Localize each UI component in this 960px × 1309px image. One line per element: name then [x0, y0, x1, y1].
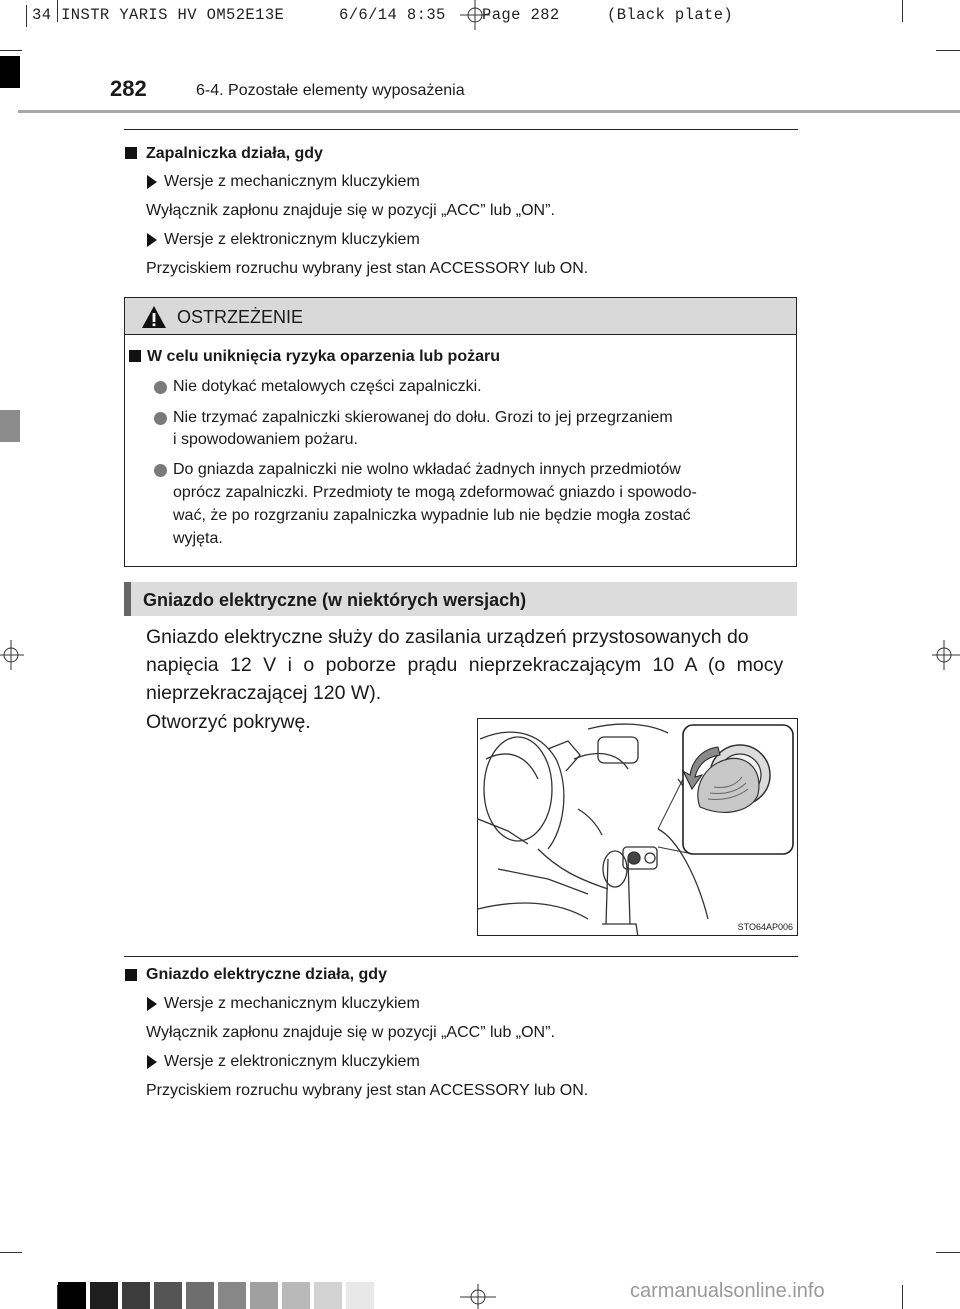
registration-target-icon — [0, 640, 24, 670]
color-swatch — [314, 1282, 342, 1309]
warning-title: OSTRZEŻENIE — [177, 307, 304, 327]
color-swatch — [58, 1282, 86, 1309]
warning-item: wyjęta. — [173, 530, 223, 547]
socket-paragraph-line: Gniazdo elektryczne służy do zasilania urządzeń przystosowanych do — [146, 626, 749, 648]
chapter-tab — [0, 56, 20, 88]
socket-mech-label: Wersje z mechanicznym kluczykiem — [164, 995, 420, 1012]
square-bullet-icon — [125, 969, 137, 981]
lighter-heading: Zapalniczka działa, gdy — [146, 145, 323, 162]
warning-item: wać, że po rozgrzaniu zapalniczka wypadnie lub nie będzie mogła zostać — [173, 507, 691, 524]
warning-item: Do gniazda zapalniczki nie wolno wkładać żadnych innych przedmiotów — [173, 461, 681, 478]
bullet-dot-icon — [154, 464, 167, 477]
color-swatch — [250, 1282, 278, 1309]
printer-slug — [32, 5, 912, 27]
warning-item: Nie dotykać metalowych części zapalniczki. — [173, 378, 482, 395]
slug-plate: (Black plate) — [607, 6, 734, 24]
warning-box — [124, 297, 797, 567]
page-number: 282 — [110, 76, 147, 101]
figure-code: STO64AP006 — [737, 922, 793, 932]
arrow-bullet-icon — [147, 233, 157, 247]
divider — [124, 129, 798, 130]
divider — [124, 956, 798, 957]
color-swatch — [186, 1282, 214, 1309]
watermark: carmanualsonline.info — [630, 1280, 825, 1302]
section-title: 6-4. Pozostałe elementy wyposażenia — [196, 82, 465, 99]
warning-item: i spowodowaniem pożaru. — [173, 431, 358, 448]
color-swatch — [282, 1282, 310, 1309]
socket-elec-label: Wersje z elektronicznym kluczykiem — [164, 1053, 420, 1070]
lighter-mech-label: Wersje z mechanicznym kluczykiem — [164, 173, 420, 190]
section-heading: Gniazdo elektryczne (w niektórych wersjach) — [143, 590, 527, 610]
color-swatch — [346, 1282, 374, 1309]
warning-heading: W celu uniknięcia ryzyka oparzenia lub pożaru — [147, 348, 500, 365]
socket-illustration — [477, 718, 798, 936]
heading-accent — [124, 582, 131, 616]
slug-datetime: 6/6/14 8:35 — [339, 6, 446, 24]
registration-target-icon — [460, 1284, 496, 1309]
socket-mech-text: Wyłącznik zapłonu znajduje się w pozycji „ACC” lub „ON”. — [146, 1024, 555, 1041]
section-heading-bar — [124, 582, 797, 616]
color-swatch — [90, 1282, 118, 1309]
socket-paragraph-line: nieprzekraczającej 120 W). — [146, 682, 382, 704]
warning-triangle-icon — [141, 305, 167, 329]
slug-page: Page 282 — [482, 6, 560, 24]
socket-elec-text: Przyciskiem rozruchu wybrany jest stan ACCESSORY lub ON. — [146, 1082, 589, 1099]
header-rule — [18, 110, 960, 113]
bullet-dot-icon — [154, 412, 167, 425]
crop-mark — [936, 1252, 960, 1253]
crop-mark — [902, 1285, 903, 1309]
crop-mark — [0, 1252, 22, 1253]
color-swatch — [122, 1282, 150, 1309]
arrow-bullet-icon — [147, 1055, 157, 1069]
registration-target-icon — [460, 0, 490, 30]
bullet-dot-icon — [154, 381, 167, 394]
lighter-mech-text: Wyłącznik zapłonu znajduje się w pozycji „ACC” lub „ON”. — [146, 202, 555, 219]
crop-mark — [0, 50, 22, 51]
dashboard-illustration — [478, 719, 798, 936]
square-bullet-icon — [125, 147, 137, 159]
warning-item: Nie trzymać zapalniczki skierowanej do dołu. Grozi to jej przegrzaniem — [173, 409, 673, 426]
instruction-text: Otworzyć pokrywę. — [146, 711, 311, 733]
slug-doc: 34 INSTR YARIS HV OM52E13E — [32, 6, 285, 24]
arrow-bullet-icon — [147, 175, 157, 189]
warning-item: oprócz zapalniczki. Przedmioty te mogą zdeformować gniazdo i spowodo- — [173, 484, 697, 501]
warning-header — [125, 298, 796, 335]
crop-mark — [936, 50, 960, 51]
color-swatch — [218, 1282, 246, 1309]
color-swatch — [154, 1282, 182, 1309]
registration-target-icon — [932, 640, 960, 670]
arrow-bullet-icon — [147, 997, 157, 1011]
socket-paragraph-line: napięcia 12 V i o poborze prądu nieprzekraczającym 10 A (o mocy — [146, 654, 784, 676]
lighter-elec-text: Przyciskiem rozruchu wybrany jest stan ACCESSORY lub ON. — [146, 260, 589, 277]
lighter-elec-label: Wersje z elektronicznym kluczykiem — [164, 231, 420, 248]
chapter-tab — [0, 410, 20, 442]
socket-heading: Gniazdo elektryczne działa, gdy — [146, 966, 387, 983]
square-bullet-icon — [129, 350, 141, 362]
